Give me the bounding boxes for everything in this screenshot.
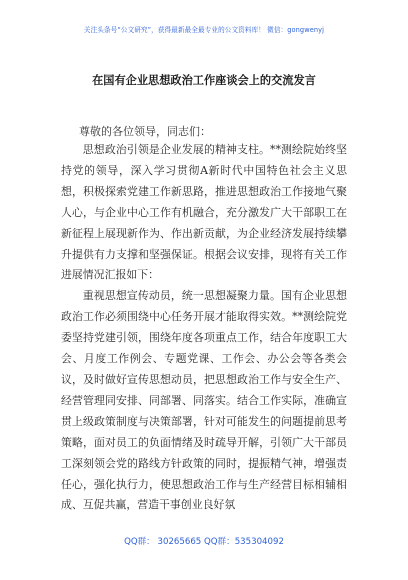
salutation: 尊敬的各位领导，同志们：	[79, 125, 211, 138]
body-paragraph: 思想政治引领是企业发展的精神支柱。**测绘院始终坚持党的领导，深入学习贯彻A新时代中国特色社会主义思想，积极探索党建工作新思路，推进思想政治工作接地气聚人心，与企业中心工作有机融合，充分激发广大干部职工在新征程上展现新作为、作出新贡献，为企业经济发展持续攀升提供有力支撑和坚强保证。根据会议安排，现将有关工作进展情况汇报如下：	[61, 143, 347, 282]
body-paragraph: 重视思想宣传动员，统一思想凝聚力量。国有企业思想政治工作必须围绕中心任务开展才能取得实效。**测绘院党委坚持党建引领，围绕年度各项重点工作，结合年度职工大会、月度工作例会、专题党课、工作会、办公会等各类会议，及时做好宣传思想动员，把思想政治工作与安全生产、经营管理同安排、同部署、同落实。结合工作实际，准确宣贯上级政策制度与决策部署，针对可能发生的问题提前思考策略，面对员工的负面情绪及时疏导开解，引领广大干部员工深刻领会党的路线方针政策的同时，提振精气神，增强责任心，强化执行力，使思想政治工作与生产经营目标相辅相成、互促共赢，营造干事创业良好氛	[61, 289, 347, 512]
promo-banner-text[interactable]: 关注头条号“公文研究”，获得最新最全最专业的公文资料库！ 微信：gongwenyj	[83, 26, 325, 34]
promo-banner	[0, 24, 408, 34]
contact-footer: QQ群： 30265665 QQ群：535304092	[124, 537, 284, 547]
document-body	[61, 140, 347, 516]
document-title: 在国有企业思想政治工作座谈会上的交流发言	[92, 74, 316, 87]
